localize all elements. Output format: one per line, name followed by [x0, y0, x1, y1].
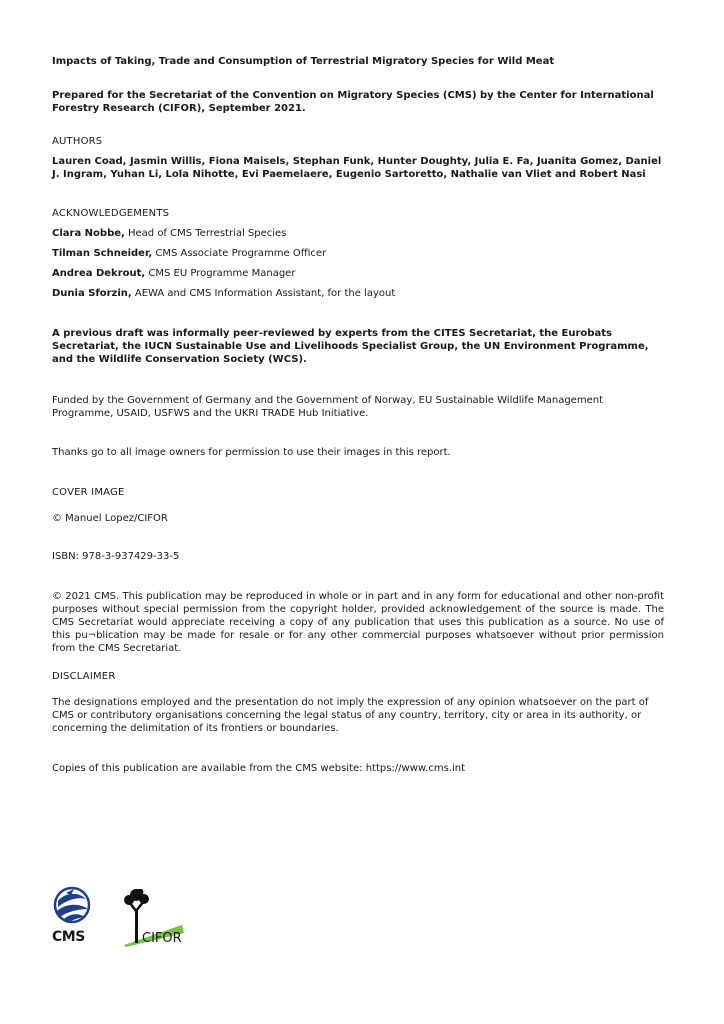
- disclaimer-text: The designations employed and the presentation do not imply the expression of any opinion whatsoever on the part of CMS or contributory organisations concerning the legal status of any country, territory, city or area in its authority, or concerning the delimitation of its frontiers or boundaries.: [52, 697, 649, 734]
- peer-review-statement: A previous draft was informally peer-reviewed by experts from the CITES Secretariat, the Eurobats Secretariat, the IUCN Sustainable Use and Livelihoods Specialist Group, the UN Environment Programme, and the Wildlife Conservation Society (WCS).: [52, 328, 649, 365]
- cms-logo: [52, 885, 92, 947]
- cms-logo-text: CMS: [52, 929, 85, 945]
- ack-name: Andrea Dekrout,: [52, 268, 146, 279]
- document-title: Impacts of Taking, Trade and Consumption of Terrestrial Migratory Species for Wild Meat: [52, 56, 555, 67]
- ack-role: CMS EU Programme Manager: [145, 268, 296, 279]
- ack-role: Head of CMS Terrestrial Species: [124, 228, 287, 239]
- acknowledgements-heading: ACKNOWLEDGEMENTS: [52, 208, 170, 219]
- prepared-for-statement: Prepared for the Secretariat of the Convention on Migratory Species (CMS) by the Center for International Forestry Research (CIFOR), September 2021.: [52, 90, 654, 114]
- authors-list: Lauren Coad, Jasmin Willis, Fiona Maisels, Stephan Funk, Hunter Doughty, Julia E. Fa, Juanita Gomez, Daniel J. Ingram, Yuhan Li, Lola Nihotte, Evi Paemelaere, Eugenio Sartoretto, Nathalie van Vliet and Robert Nasi: [52, 156, 662, 180]
- ack-name: Tilman Schneider,: [52, 248, 153, 259]
- authors-heading: AUTHORS: [52, 136, 103, 147]
- ack-name: Dunia Sforzin,: [52, 288, 132, 299]
- ack-role: AEWA and CMS Information Assistant, for the layout: [131, 288, 396, 299]
- cifor-logo: [122, 889, 188, 947]
- ack-name: Clara Nobbe,: [52, 228, 125, 239]
- disclaimer-heading: DISCLAIMER: [52, 671, 116, 682]
- funding-statement: Funded by the Government of Germany and the Government of Norway, EU Sustainable Wildlife Management Programme, USAID, USFWS and the UKRI TRADE Hub Initiative.: [52, 395, 603, 419]
- acknowledgement-item: [52, 227, 664, 240]
- image-thanks: Thanks go to all image owners for permission to use their images in this report.: [52, 447, 451, 458]
- copyright-notice: © 2021 CMS. This publication may be reproduced in whole or in part and in any form for educational and other non-profit purposes without special permission from the copyright holder, provided acknowledgement of the source is made. The CMS Secretariat would appreciate receiving a copy of any publication that uses this publication as a source. No use of this pu¬blication may be made for resale or for any other commercial purposes whatsoever without prior permission from the CMS Secretariat.: [52, 591, 664, 654]
- cifor-logo-text: CIFOR: [142, 931, 182, 946]
- acknowledgement-item: [52, 247, 664, 260]
- acknowledgement-item: [52, 287, 664, 300]
- acknowledgement-item: [52, 267, 664, 280]
- cover-image-heading: COVER IMAGE: [52, 487, 125, 498]
- copies-availability: Copies of this publication are available from the CMS website: https://www.cms.int: [52, 763, 465, 774]
- isbn: ISBN: 978-3-937429-33-5: [52, 551, 180, 562]
- ack-role: CMS Associate Programme Officer: [152, 248, 327, 259]
- cover-image-credit: © Manuel Lopez/CIFOR: [52, 513, 168, 524]
- logos-area: [52, 885, 212, 955]
- cms-globe-icon: [52, 885, 92, 929]
